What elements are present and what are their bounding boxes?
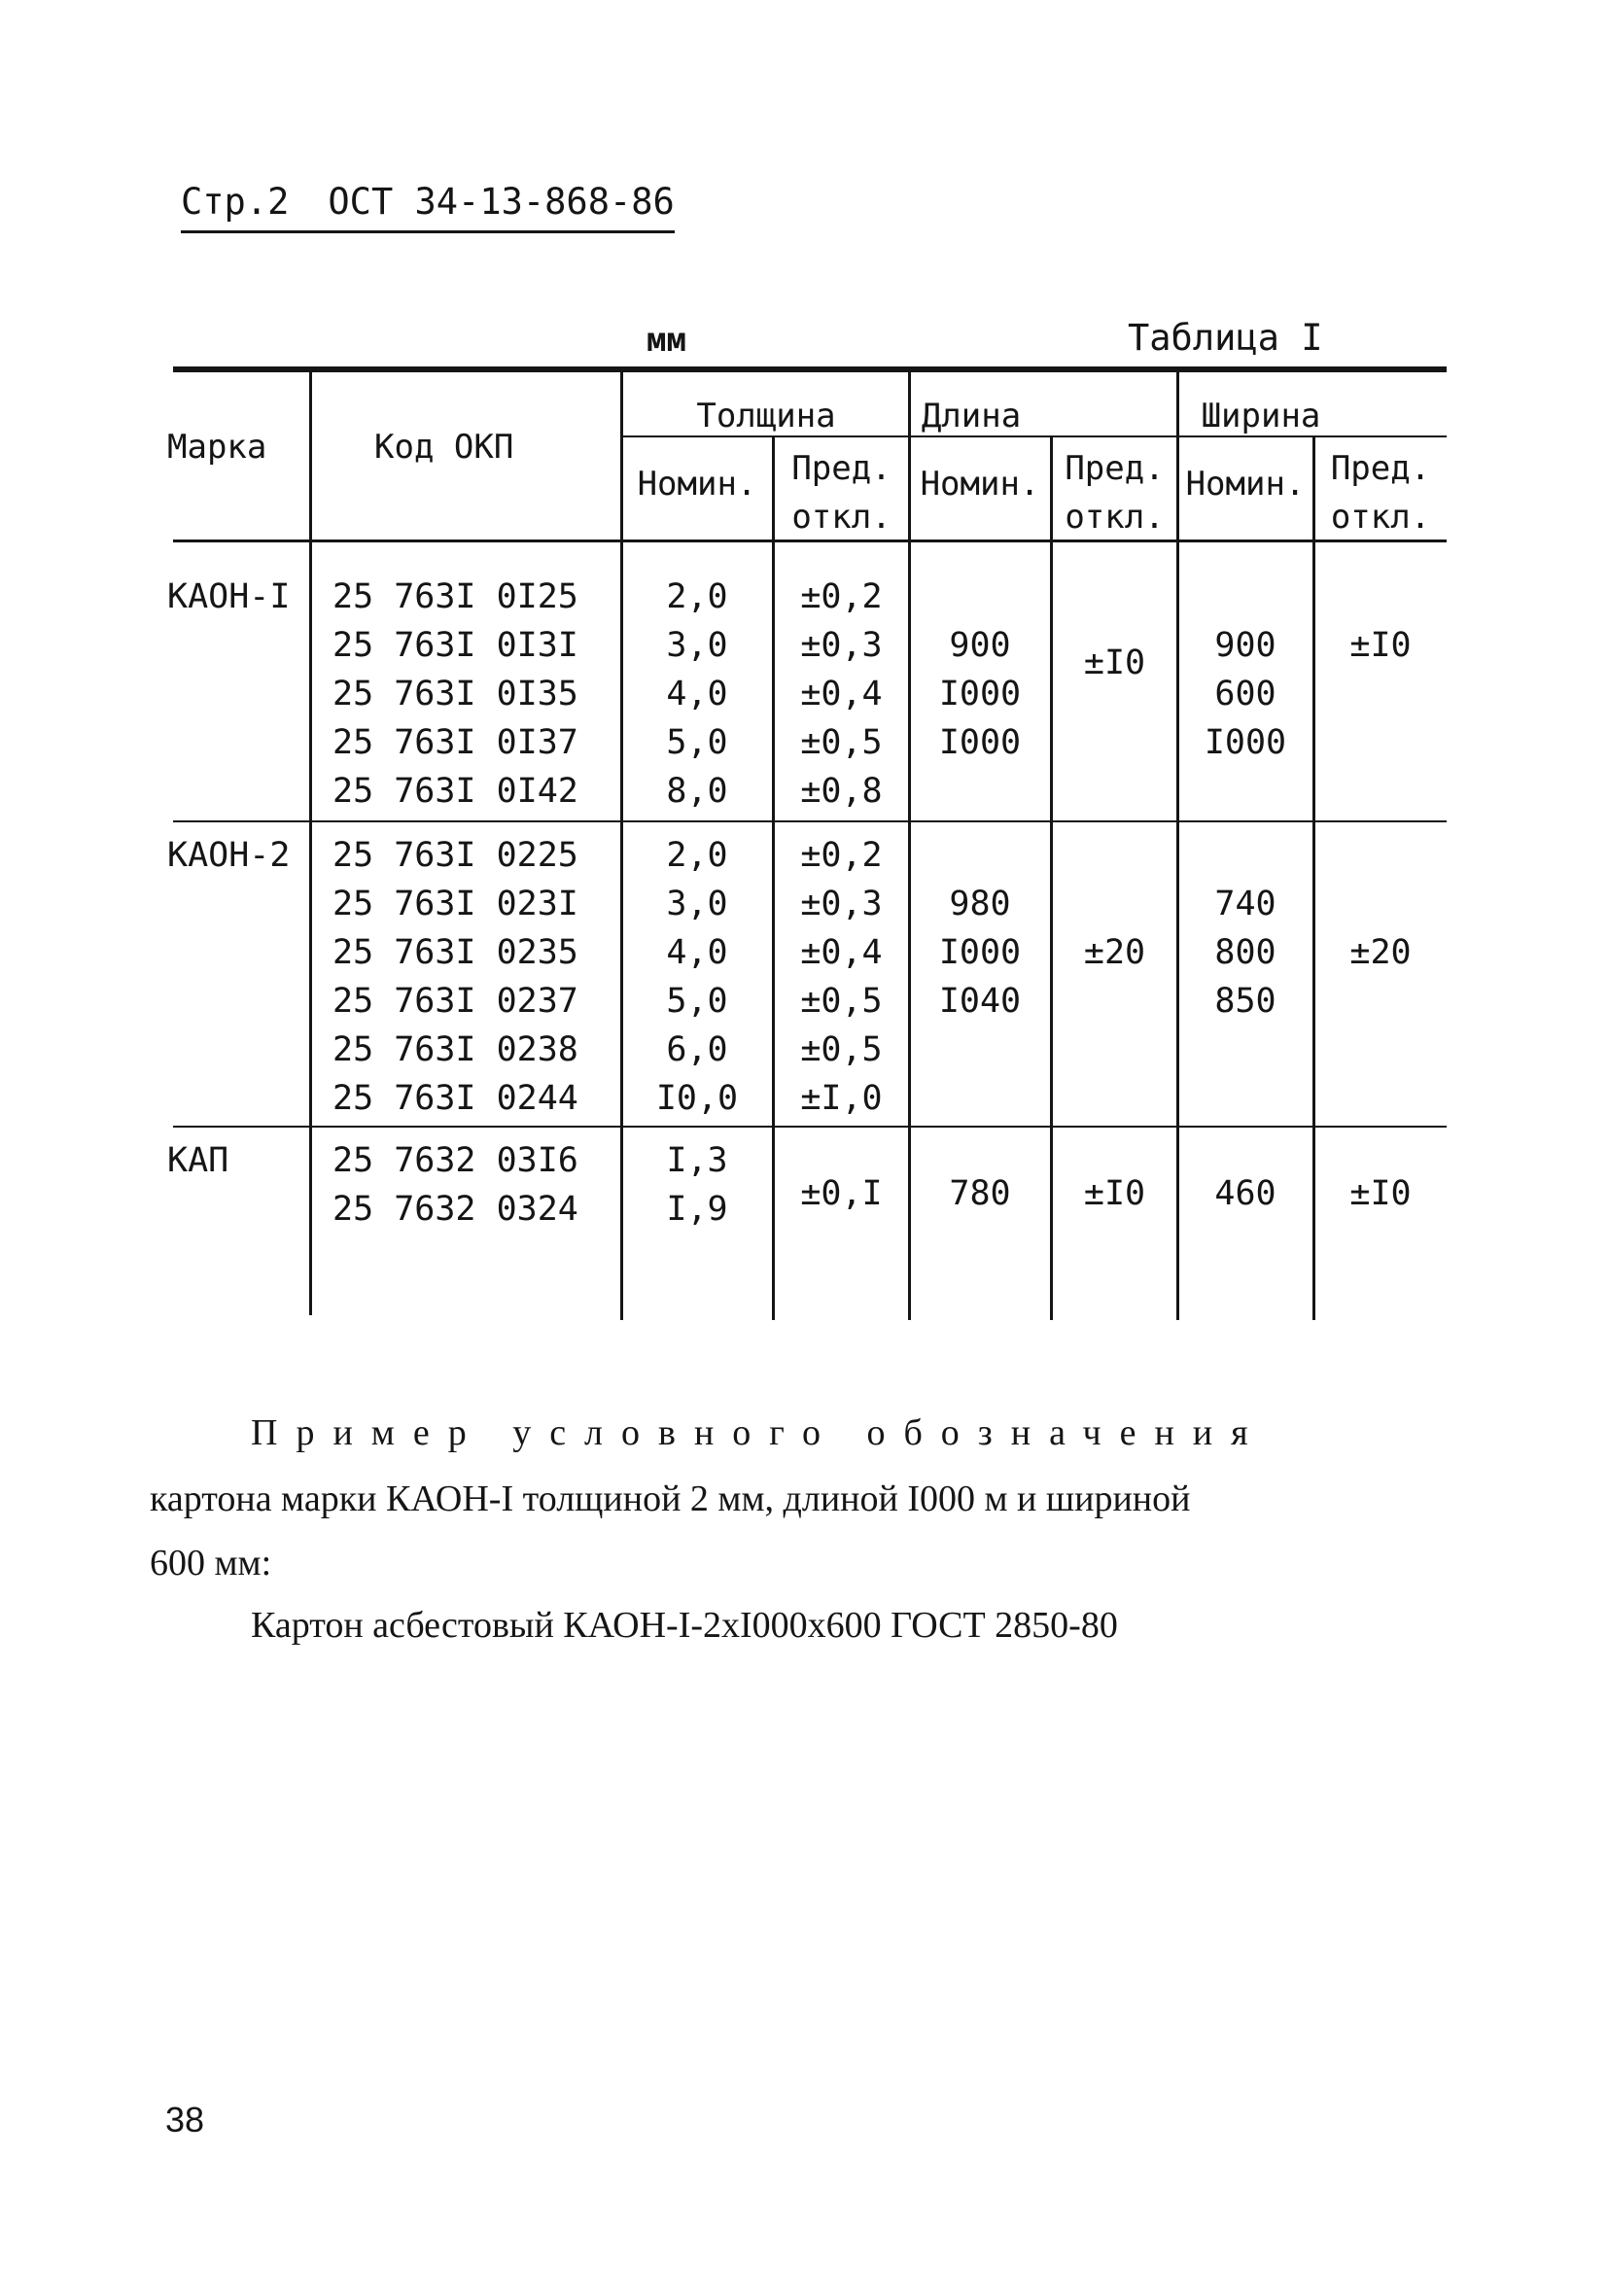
header-length: Длина	[921, 397, 1022, 435]
length-nominal: 780	[949, 1174, 1011, 1213]
thickness-nominal: 2,0	[666, 577, 728, 616]
header-width-nominal: Номин.	[1185, 465, 1306, 504]
page-number: 38	[165, 2100, 205, 2139]
okp-code: 25 7632 03I6	[332, 1141, 578, 1180]
length-deviation: ±I0	[1083, 644, 1146, 682]
width-deviation: ±I0	[1349, 626, 1412, 665]
col-rule-1	[309, 372, 312, 1315]
thickness-deviation: ±0,4	[800, 675, 883, 713]
length-nominal: 900	[949, 626, 1011, 665]
thickness-deviation: ±I,0	[800, 1079, 883, 1118]
okp-code: 25 763I 0I35	[332, 675, 578, 713]
thickness-deviation: ±0,5	[800, 1030, 883, 1069]
thickness-nominal: 5,0	[666, 982, 728, 1021]
thickness-nominal: 4,0	[666, 675, 728, 713]
header-bottom-rule	[173, 539, 1447, 542]
thickness-deviation: ±0,5	[800, 723, 883, 762]
thickness-nominal: 3,0	[666, 885, 728, 923]
width-nominal: 800	[1214, 933, 1276, 972]
length-nominal: I000	[938, 675, 1022, 713]
thickness-nominal: 3,0	[666, 626, 728, 665]
okp-code: 25 763I 0I42	[332, 772, 578, 811]
okp-code: 25 763I 0225	[332, 836, 578, 875]
okp-code: 25 763I 0237	[332, 982, 578, 1021]
example-designation: Картон асбестовый КАОН-I-2хI000х600 ГОСТ 2850-80	[251, 1605, 1118, 1646]
width-nominal: 850	[1214, 982, 1276, 1021]
thickness-deviation: ±0,I	[800, 1174, 883, 1213]
okp-code: 25 763I 0I3I	[332, 626, 578, 665]
okp-code: 25 763I 0235	[332, 933, 578, 972]
width-nominal: 460	[1214, 1174, 1276, 1213]
unit-label: мм	[647, 321, 686, 360]
thickness-nominal: I,9	[666, 1190, 728, 1229]
length-nominal: I000	[938, 723, 1022, 762]
header-width-deviation-1: Пред.	[1330, 449, 1431, 488]
page-header	[181, 181, 675, 233]
okp-code: 25 763I 0I37	[332, 723, 578, 762]
width-nominal: 900	[1214, 626, 1276, 665]
okp-code: 25 763I 023I	[332, 885, 578, 923]
width-deviation: ±20	[1349, 933, 1412, 972]
okp-code: 25 763I 0238	[332, 1030, 578, 1069]
okp-code: 25 763I 0244	[332, 1079, 578, 1118]
thickness-nominal: 2,0	[666, 836, 728, 875]
thickness-deviation: ±0,8	[800, 772, 883, 811]
thickness-nominal: 6,0	[666, 1030, 728, 1069]
header-length-deviation-2: откл.	[1065, 498, 1165, 537]
thickness-deviation: ±0,3	[800, 626, 883, 665]
header-width-deviation-2: откл.	[1330, 498, 1431, 537]
table-top-rule	[173, 366, 1447, 372]
thickness-nominal: I0,0	[655, 1079, 739, 1118]
page-label: Стр.2	[181, 181, 290, 223]
header-length-deviation-1: Пред.	[1065, 449, 1165, 488]
standard-number: ОСТ 34-13-868-86	[328, 181, 675, 223]
length-nominal: I040	[938, 982, 1022, 1021]
thickness-deviation: ±0,2	[800, 836, 883, 875]
length-nominal: 980	[949, 885, 1011, 923]
thickness-nominal: 5,0	[666, 723, 728, 762]
header-thickness: Толщина	[696, 397, 836, 435]
header-thickness-nominal: Номин.	[637, 465, 757, 504]
length-deviation: ±20	[1083, 933, 1146, 972]
width-nominal: 600	[1214, 675, 1276, 713]
length-deviation: ±I0	[1083, 1174, 1146, 1213]
thickness-nominal: 4,0	[666, 933, 728, 972]
header-thickness-deviation-2: откл.	[791, 498, 891, 537]
thickness-deviation: ±0,3	[800, 885, 883, 923]
example-heading: Пример условного обозначения	[251, 1412, 1267, 1453]
header-width: Ширина	[1201, 397, 1321, 435]
thickness-deviation: ±0,2	[800, 577, 883, 616]
group-divider-1	[173, 820, 1447, 822]
width-nominal: I000	[1204, 723, 1287, 762]
mark-cell: КАП	[167, 1141, 229, 1180]
okp-code: 25 7632 0324	[332, 1190, 578, 1229]
thickness-deviation: ±0,4	[800, 933, 883, 972]
mark-cell: КАОН-2	[167, 836, 291, 875]
mark-cell: КАОН-I	[167, 577, 291, 616]
thickness-nominal: I,3	[666, 1141, 728, 1180]
width-deviation: ±I0	[1349, 1174, 1412, 1213]
header-mark: Марка	[167, 428, 267, 467]
subheader-rule-length	[908, 435, 1178, 437]
example-text-line-2: 600 мм:	[150, 1543, 272, 1583]
thickness-nominal: 8,0	[666, 772, 728, 811]
width-nominal: 740	[1214, 885, 1276, 923]
group-divider-2	[173, 1126, 1447, 1128]
header-length-nominal: Номин.	[920, 465, 1040, 504]
header-okp-code: Код ОКП	[374, 428, 514, 467]
example-text-line-1: картона марки КАОН-I толщиной 2 мм, длиной I000 м и шириной	[150, 1478, 1191, 1519]
subheader-rule-thickness	[620, 435, 908, 437]
table-label: Таблица I	[1128, 317, 1323, 359]
thickness-deviation: ±0,5	[800, 982, 883, 1021]
length-nominal: I000	[938, 933, 1022, 972]
okp-code: 25 763I 0I25	[332, 577, 578, 616]
header-thickness-deviation-1: Пред.	[791, 449, 891, 488]
